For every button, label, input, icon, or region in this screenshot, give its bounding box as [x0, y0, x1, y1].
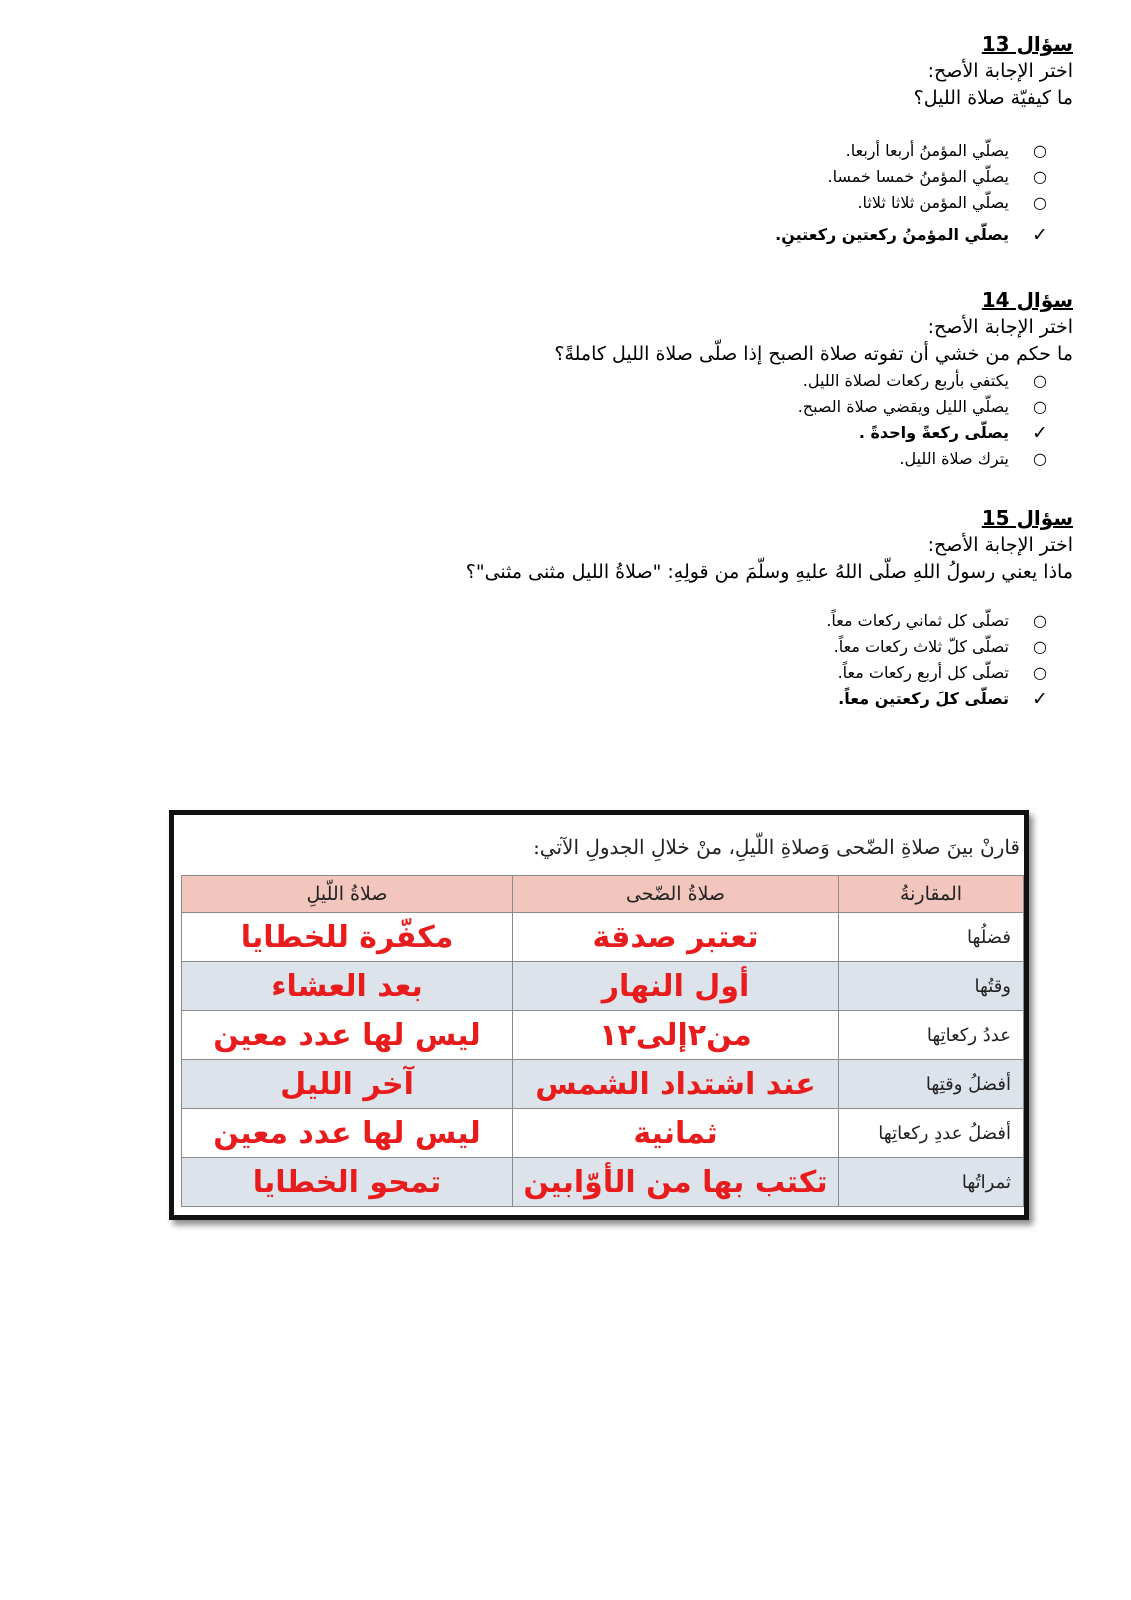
option-3-correct[interactable]: [73, 420, 1051, 446]
layl-answer[interactable]: ليس لها عدد معين: [182, 1109, 513, 1158]
option-1[interactable]: [73, 608, 1051, 634]
option-2[interactable]: [73, 164, 1051, 190]
row-label: أفضلُ عددِ ركعاتِها: [839, 1109, 1024, 1158]
option-text: تصلّى كل ثماني ركعات معاً.: [826, 611, 1009, 630]
table-header-row: [182, 876, 1024, 913]
option-1[interactable]: [73, 368, 1051, 394]
option-text: تصلّى كلّ ثلاث ركعات معاً.: [833, 637, 1009, 656]
row-label: عددُ ركعاتِها: [839, 1011, 1024, 1060]
radio-circle-icon[interactable]: ○: [1033, 141, 1047, 160]
duha-answer[interactable]: تعتبر صدقة: [513, 913, 839, 962]
radio-circle-icon[interactable]: ○: [1033, 193, 1047, 212]
option-text: يصلّي المؤمنُ ركعتين ركعتينِ.: [775, 225, 1009, 244]
radio-circle-icon[interactable]: ○: [1033, 397, 1047, 416]
radio-circle-icon[interactable]: ○: [1033, 637, 1047, 656]
question-title: سؤال 15: [981, 506, 1073, 530]
layl-answer[interactable]: آخر الليل: [182, 1060, 513, 1109]
duha-answer[interactable]: ثمانية: [513, 1109, 839, 1158]
question-instruction: اختر الإجابة الأصح:: [927, 534, 1073, 556]
row-label: ثمراتُها: [839, 1158, 1024, 1207]
comparison-prompt: قارنْ بينَ صلاةِ الضّحى وَصلاةِ اللّيلِ، منْ خلالِ الجدولِ الآتي:: [533, 835, 1020, 859]
layl-answer[interactable]: بعد العشاء: [182, 962, 513, 1011]
question-13: [73, 30, 1073, 248]
option-3[interactable]: [73, 660, 1051, 686]
table-row: [182, 1109, 1024, 1158]
option-4-correct[interactable]: [73, 686, 1051, 712]
option-2[interactable]: [73, 634, 1051, 660]
layl-answer[interactable]: تمحو الخطايا: [182, 1158, 513, 1207]
option-4[interactable]: [73, 446, 1051, 472]
duha-answer[interactable]: أول النهار: [513, 962, 839, 1011]
question-text: ما كيفيّة صلاة الليل؟: [913, 87, 1073, 109]
layl-answer[interactable]: مكفّرة للخطايا: [182, 913, 513, 962]
radio-circle-icon[interactable]: ○: [1033, 611, 1047, 630]
option-4-correct[interactable]: [73, 222, 1051, 248]
options-list: [73, 138, 1073, 248]
option-text: يصلّي المؤمن ثلاثا ثلاثا.: [857, 193, 1009, 212]
radio-circle-icon[interactable]: ○: [1033, 167, 1047, 186]
duha-answer[interactable]: تكتب بها من الأوّابين: [513, 1158, 839, 1207]
duha-answer[interactable]: من٢إلى١٢: [513, 1011, 839, 1060]
radio-circle-icon[interactable]: ○: [1033, 449, 1047, 468]
question-14: [73, 286, 1073, 472]
question-text: ما حكم من خشي أن تفوته صلاة الصبح إذا صلّى صلاة الليل كاملةً؟: [554, 343, 1073, 365]
table-row: [182, 962, 1024, 1011]
table-row: [182, 913, 1024, 962]
question-instruction: اختر الإجابة الأصح:: [927, 60, 1073, 82]
table-row: [182, 1158, 1024, 1207]
row-label: أفضلُ وقتِها: [839, 1060, 1024, 1109]
options-list: [73, 368, 1073, 472]
option-text: يصلّي المؤمنُ خمسا خمسا.: [827, 167, 1009, 186]
question-instruction: اختر الإجابة الأصح:: [927, 316, 1073, 338]
radio-circle-icon[interactable]: ○: [1033, 663, 1047, 682]
comparison-table: [181, 875, 1024, 1207]
table-row: [182, 1011, 1024, 1060]
question-text: ماذا يعني رسولُ اللهِ صلّى اللهُ عليهِ وسلّمَ من قولِهِ: "صلاةُ الليل مثنى مثنى"؟: [465, 561, 1073, 583]
header-layl: صلاةُ اللّيلِ: [182, 876, 513, 913]
option-2[interactable]: [73, 394, 1051, 420]
option-text: تصلّى كل أربع ركعات معاً.: [837, 663, 1009, 682]
option-1[interactable]: [73, 138, 1051, 164]
option-text: يصلّي الليل ويقضي صلاة الصبح.: [797, 397, 1009, 416]
question-title: سؤال 14: [981, 288, 1073, 312]
question-15: [73, 504, 1073, 712]
option-text: يترك صلاة الليل.: [899, 449, 1009, 468]
checkmark-icon[interactable]: ✓: [1032, 422, 1048, 444]
option-text: يصلّى ركعةً واحدةً .: [858, 423, 1009, 442]
comparison-box: [169, 810, 1029, 1220]
question-title: سؤال 13: [981, 32, 1073, 56]
option-text: تصلّى كلَ ركعتين معاً.: [838, 689, 1009, 708]
option-text: يصلّي المؤمنُ أربعا أربعا.: [845, 141, 1009, 160]
options-list: [73, 608, 1073, 712]
layl-answer[interactable]: ليس لها عدد معين: [182, 1011, 513, 1060]
option-text: يكتفي بأربع ركعات لصلاة الليل.: [802, 371, 1009, 390]
row-label: وقتُها: [839, 962, 1024, 1011]
duha-answer[interactable]: عند اشتداد الشمس: [513, 1060, 839, 1109]
option-3[interactable]: [73, 190, 1051, 216]
checkmark-icon[interactable]: ✓: [1032, 224, 1048, 246]
radio-circle-icon[interactable]: ○: [1033, 371, 1047, 390]
row-label: فضلُها: [839, 913, 1024, 962]
header-duha: صلاةُ الضّحى: [513, 876, 839, 913]
table-row: [182, 1060, 1024, 1109]
checkmark-icon[interactable]: ✓: [1032, 688, 1048, 710]
header-comparison: المقارنةُ: [839, 876, 1024, 913]
